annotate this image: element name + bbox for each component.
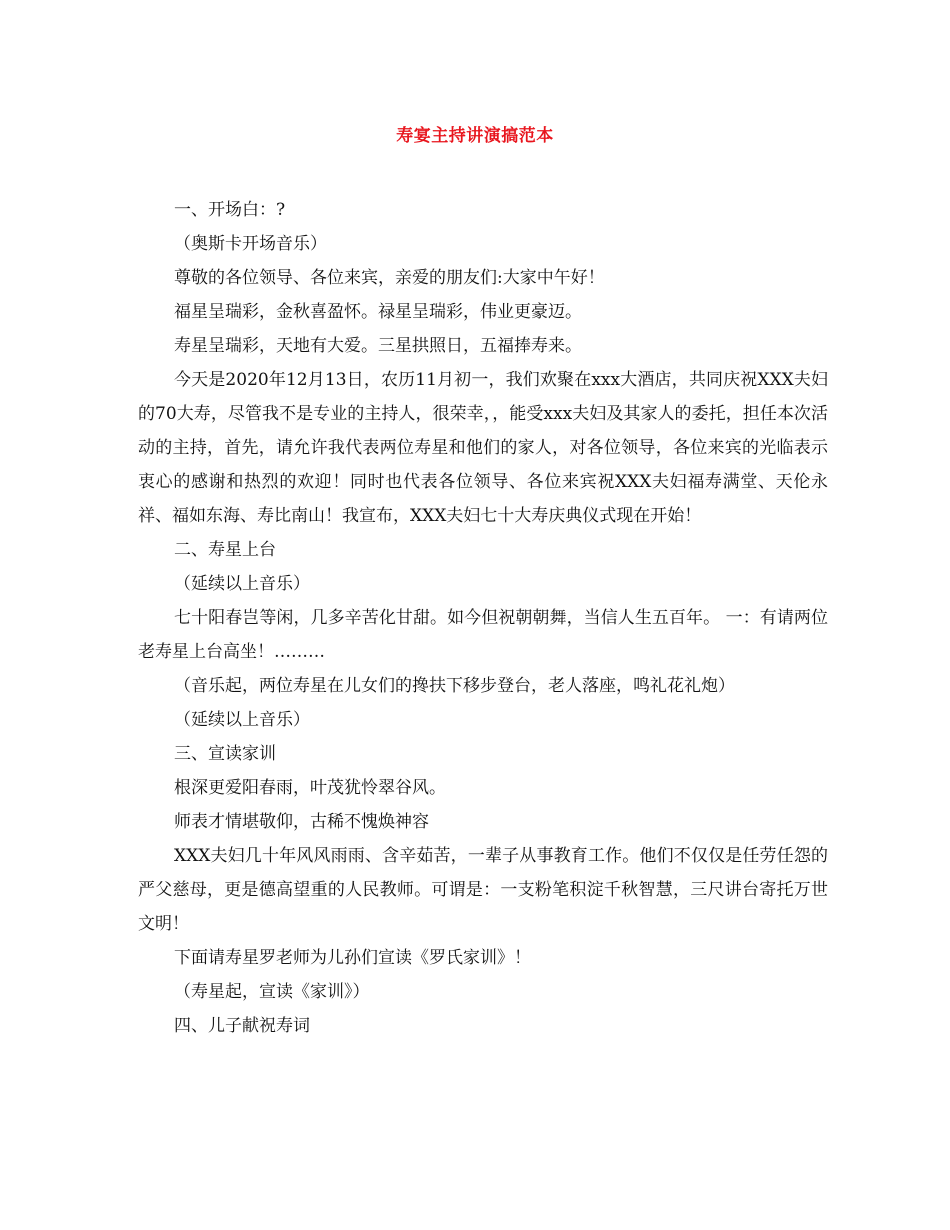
document-body (138, 193, 828, 1043)
stage-note: （音乐起，两位寿星在儿女们的搀扶下移步登台，老人落座，鸣礼花礼炮） (174, 676, 735, 696)
section-heading-family-rules: 三、宣读家训 (174, 744, 276, 764)
stage-note: （奥斯卡开场音乐） (174, 234, 327, 254)
stage-note: （寿星起，宣读《家训》） (174, 982, 370, 1002)
stage-note: （延续以上音乐） (174, 710, 310, 730)
paragraph: 师表才情堪敬仰，古稀不愧焕神容 (174, 812, 429, 832)
paragraph: 寿星呈瑞彩，天地有大爱。三星拱照日，五福捧寿来。 (174, 336, 582, 356)
paragraph: 下面请寿星罗老师为儿孙们宣读《罗氏家训》！ (174, 948, 531, 968)
paragraph: 福星呈瑞彩，金秋喜盈怀。禄星呈瑞彩，伟业更豪迈。 (174, 302, 582, 322)
paragraph: XXX夫妇几十年风风雨雨、含辛茹苦，一辈子从事教育工作。他们不仅仅是任劳任怨的严父慈母，更是德高望重的人民教师。可谓是：一支粉笔积淀千秋智慧，三尺讲台寄托万世文明！ (138, 846, 828, 934)
stage-note: （延续以上音乐） (174, 574, 310, 594)
section-heading-stage: 二、寿星上台 (174, 540, 276, 560)
paragraph: 七十阳春岂等闲，几多辛苦化甘甜。如今但祝朝朝舞，当信人生五百年。 一：有请两位老寿星上台高坐！……… (138, 608, 828, 662)
section-heading-son-speech: 四、儿子献祝寿词 (174, 1016, 310, 1036)
section-heading-opening: 一、开场白：? (174, 200, 286, 220)
paragraph: 根深更爱阳春雨，叶茂犹怜翠谷风。 (174, 778, 446, 798)
document-title: 寿宴主持讲演搞范本 (396, 126, 554, 146)
paragraph: 尊敬的各位领导、各位来宾，亲爱的朋友们:大家中午好！ (174, 268, 605, 288)
paragraph: 今天是2020年12月13日，农历11月初一，我们欢聚在xxx大酒店，共同庆祝XXX夫妇的70大寿，尽管我不是专业的主持人，很荣幸，，能受xxx夫妇及其家人的委托，担任本次活动的主持，首先，请允许我代表两位寿星和他们的家人，对各位领导，各位来宾的光临表示衷心的感谢和热烈的欢迎！同时也代表各位领导、各位来宾祝XXX夫妇福寿满堂、天伦永祥、福如东海、寿比南山！我宣布，XXX夫妇七十大寿庆典仪式现在开始！ (138, 370, 828, 526)
